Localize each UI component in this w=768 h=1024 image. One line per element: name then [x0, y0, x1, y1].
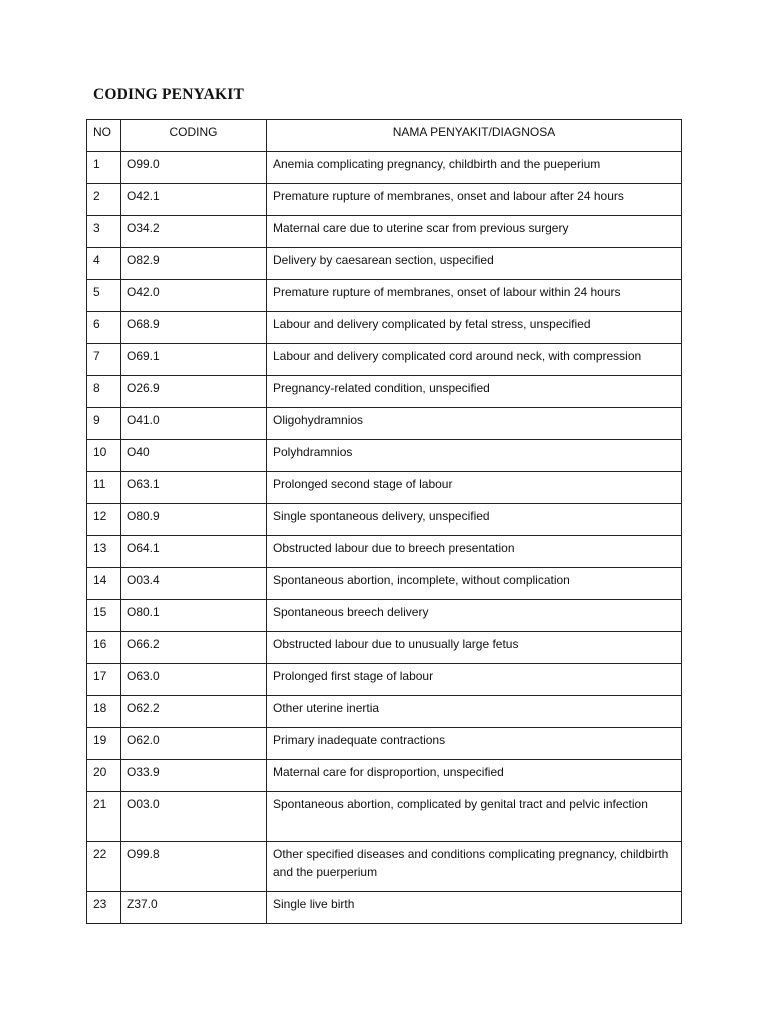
- row-number: 17: [87, 664, 121, 696]
- disease-coding-table: [86, 119, 682, 924]
- table-row: [87, 344, 682, 376]
- table-row: [87, 892, 682, 924]
- row-number: 5: [87, 280, 121, 312]
- row-diagnosis: Pregnancy-related condition, unspecified: [267, 376, 682, 408]
- row-code: O26.9: [121, 376, 267, 408]
- row-number: 20: [87, 760, 121, 792]
- row-number: 11: [87, 472, 121, 504]
- table-row: [87, 440, 682, 472]
- row-number: 13: [87, 536, 121, 568]
- table-row: [87, 792, 682, 842]
- row-diagnosis: Labour and delivery complicated by fetal stress, unspecified: [267, 312, 682, 344]
- table-row: [87, 184, 682, 216]
- row-code: O66.2: [121, 632, 267, 664]
- row-diagnosis: Labour and delivery complicated cord around neck, with compression: [267, 344, 682, 376]
- row-diagnosis: Spontaneous abortion, incomplete, without complication: [267, 568, 682, 600]
- table-row: [87, 152, 682, 184]
- row-diagnosis: Single spontaneous delivery, unspecified: [267, 504, 682, 536]
- table-row: [87, 472, 682, 504]
- document-title: CODING PENYAKIT: [93, 86, 244, 103]
- row-number: 18: [87, 696, 121, 728]
- row-diagnosis: Obstructed labour due to unusually large fetus: [267, 632, 682, 664]
- table-row: [87, 408, 682, 440]
- row-diagnosis: Other specified diseases and conditions complicating pregnancy, childbirth and the puerperium: [267, 842, 682, 892]
- row-number: 23: [87, 892, 121, 924]
- row-number: 9: [87, 408, 121, 440]
- row-code: O99.0: [121, 152, 267, 184]
- row-diagnosis: Delivery by caesarean section, uspecified: [267, 248, 682, 280]
- row-diagnosis: Maternal care for disproportion, unspecified: [267, 760, 682, 792]
- row-diagnosis: Obstructed labour due to breech presentation: [267, 536, 682, 568]
- row-number: 6: [87, 312, 121, 344]
- table-row: [87, 504, 682, 536]
- table-header-row: [87, 120, 682, 152]
- row-number: 22: [87, 842, 121, 892]
- row-number: 4: [87, 248, 121, 280]
- table-row: [87, 280, 682, 312]
- row-code: O69.1: [121, 344, 267, 376]
- row-diagnosis: Other uterine inertia: [267, 696, 682, 728]
- row-diagnosis: Oligohydramnios: [267, 408, 682, 440]
- row-code: O82.9: [121, 248, 267, 280]
- row-code: O62.2: [121, 696, 267, 728]
- table-row: [87, 600, 682, 632]
- row-code: O80.9: [121, 504, 267, 536]
- table-row: [87, 842, 682, 892]
- table-row: [87, 632, 682, 664]
- header-no: NO: [87, 120, 121, 152]
- row-code: O40: [121, 440, 267, 472]
- row-code: O68.9: [121, 312, 267, 344]
- row-diagnosis: Premature rupture of membranes, onset of labour within 24 hours: [267, 280, 682, 312]
- row-number: 19: [87, 728, 121, 760]
- row-code: O99.8: [121, 842, 267, 892]
- row-code: O42.1: [121, 184, 267, 216]
- row-number: 21: [87, 792, 121, 842]
- row-number: 15: [87, 600, 121, 632]
- row-number: 3: [87, 216, 121, 248]
- row-diagnosis: Prolonged first stage of labour: [267, 664, 682, 696]
- row-code: O03.4: [121, 568, 267, 600]
- row-diagnosis: Anemia complicating pregnancy, childbirth and the pueperium: [267, 152, 682, 184]
- row-diagnosis: Premature rupture of membranes, onset and labour after 24 hours: [267, 184, 682, 216]
- table-row: [87, 664, 682, 696]
- row-code: O41.0: [121, 408, 267, 440]
- row-diagnosis: Primary inadequate contractions: [267, 728, 682, 760]
- row-code: O42.0: [121, 280, 267, 312]
- row-diagnosis: Prolonged second stage of labour: [267, 472, 682, 504]
- row-number: 14: [87, 568, 121, 600]
- table-row: [87, 312, 682, 344]
- row-number: 7: [87, 344, 121, 376]
- header-diagnosis-name: NAMA PENYAKIT/DIAGNOSA: [267, 120, 682, 152]
- row-number: 1: [87, 152, 121, 184]
- row-diagnosis: Spontaneous abortion, complicated by genital tract and pelvic infection: [267, 792, 682, 842]
- table-row: [87, 696, 682, 728]
- header-coding: CODING: [121, 120, 267, 152]
- table-row: [87, 376, 682, 408]
- table-row: [87, 760, 682, 792]
- row-diagnosis: Single live birth: [267, 892, 682, 924]
- row-diagnosis: Polyhdramnios: [267, 440, 682, 472]
- row-code: O80.1: [121, 600, 267, 632]
- row-code: Z37.0: [121, 892, 267, 924]
- table-row: [87, 216, 682, 248]
- row-code: O62.0: [121, 728, 267, 760]
- row-number: 8: [87, 376, 121, 408]
- row-code: O63.0: [121, 664, 267, 696]
- table-row: [87, 568, 682, 600]
- row-code: O33.9: [121, 760, 267, 792]
- row-diagnosis: Maternal care due to uterine scar from previous surgery: [267, 216, 682, 248]
- row-code: O63.1: [121, 472, 267, 504]
- row-number: 2: [87, 184, 121, 216]
- table-row: [87, 728, 682, 760]
- row-number: 12: [87, 504, 121, 536]
- row-number: 10: [87, 440, 121, 472]
- row-code: O34.2: [121, 216, 267, 248]
- table-row: [87, 248, 682, 280]
- row-diagnosis: Spontaneous breech delivery: [267, 600, 682, 632]
- row-number: 16: [87, 632, 121, 664]
- row-code: O03.0: [121, 792, 267, 842]
- row-code: O64.1: [121, 536, 267, 568]
- table-row: [87, 536, 682, 568]
